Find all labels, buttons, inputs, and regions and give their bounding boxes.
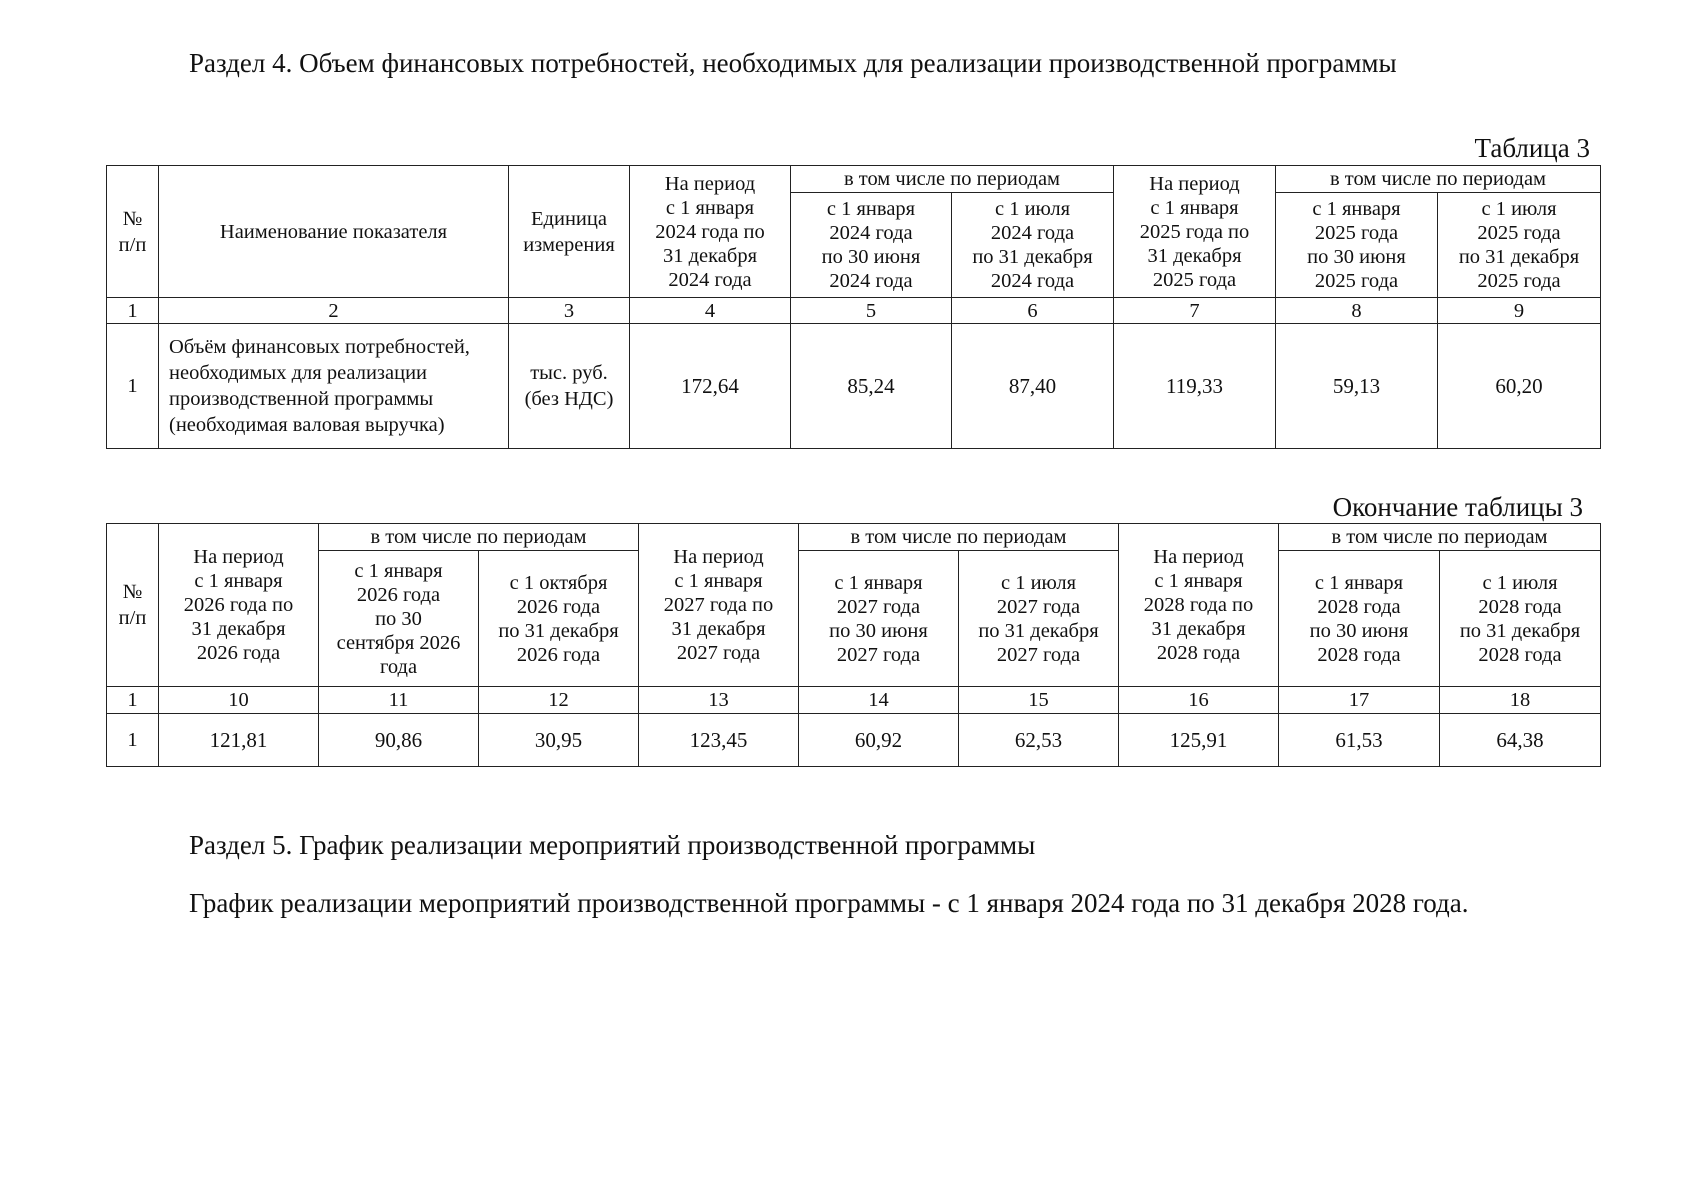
index-cell: 8 xyxy=(1276,298,1438,324)
index-row xyxy=(107,687,1601,714)
header-h2-2024: с 1 июля 2024 года по 31 декабря 2024 года xyxy=(952,193,1114,298)
index-cell: 6 xyxy=(952,298,1114,324)
index-cell: 17 xyxy=(1279,687,1440,714)
index-cell: 13 xyxy=(639,687,799,714)
header-period-2026: На период с 1 января 2026 года по 31 декабря 2026 года xyxy=(159,524,319,687)
value-a-2028: 61,53 xyxy=(1279,714,1440,767)
index-cell: 11 xyxy=(319,687,479,714)
value-period-2024: 172,64 xyxy=(630,324,791,449)
header-h2-2025: с 1 июля 2025 года по 31 декабря 2025 года xyxy=(1438,193,1601,298)
header-num: № п/п xyxy=(107,166,159,298)
header-a-2026: с 1 января 2026 года по 30 сентября 2026 года xyxy=(319,551,479,687)
header-group-2028: в том числе по периодам xyxy=(1279,524,1601,551)
table-3-caption: Таблица 3 xyxy=(1474,133,1590,163)
value-h1-2024: 85,24 xyxy=(791,324,952,449)
indicator-name: Объём финансовых потребностей, необходимых для реализации производственной программы (необходимая валовая выручка) xyxy=(159,324,509,449)
header-period-2024: На период с 1 января 2024 года по 31 декабря 2024 года xyxy=(630,166,791,298)
value-a-2027: 60,92 xyxy=(799,714,959,767)
value-period-2027: 123,45 xyxy=(639,714,799,767)
header-period-2028: На период с 1 января 2028 года по 31 декабря 2028 года xyxy=(1119,524,1279,687)
header-unit: Единица измерения xyxy=(509,166,630,298)
section-5-text: График реализации мероприятий производственной программы - с 1 января 2024 года по 31 декабря 2028 года. xyxy=(189,888,1469,918)
header-h1-2024: с 1 января 2024 года по 30 июня 2024 года xyxy=(791,193,952,298)
value-b-2028: 64,38 xyxy=(1440,714,1601,767)
index-row xyxy=(107,298,1601,324)
header-group-2024: в том числе по периодам xyxy=(791,166,1114,193)
header-b-2027: с 1 июля 2027 года по 31 декабря 2027 года xyxy=(959,551,1119,687)
value-b-2026: 30,95 xyxy=(479,714,639,767)
value-b-2027: 62,53 xyxy=(959,714,1119,767)
index-cell: 18 xyxy=(1440,687,1601,714)
value-period-2026: 121,81 xyxy=(159,714,319,767)
header-group-2025: в том числе по периодам xyxy=(1276,166,1601,193)
index-cell: 1 xyxy=(107,687,159,714)
header-b-2026: с 1 октября 2026 года по 31 декабря 2026 года xyxy=(479,551,639,687)
value-h2-2025: 60,20 xyxy=(1438,324,1601,449)
header-a-2027: с 1 января 2027 года по 30 июня 2027 года xyxy=(799,551,959,687)
index-cell: 4 xyxy=(630,298,791,324)
header-b-2028: с 1 июля 2028 года по 31 декабря 2028 года xyxy=(1440,551,1601,687)
section-5-heading: Раздел 5. График реализации мероприятий производственной программы xyxy=(189,830,1036,860)
header-a-2028: с 1 января 2028 года по 30 июня 2028 года xyxy=(1279,551,1440,687)
header-group-2026: в том числе по периодам xyxy=(319,524,639,551)
value-h1-2025: 59,13 xyxy=(1276,324,1438,449)
table-row xyxy=(107,714,1601,767)
header-period-2027: На период с 1 января 2027 года по 31 декабря 2027 года xyxy=(639,524,799,687)
index-cell: 7 xyxy=(1114,298,1276,324)
row-num: 1 xyxy=(107,324,159,449)
header-group-2027: в том числе по периодам xyxy=(799,524,1119,551)
unit-cell: тыс. руб. (без НДС) xyxy=(509,324,630,449)
index-cell: 5 xyxy=(791,298,952,324)
header-num: № п/п xyxy=(107,524,159,687)
index-cell: 14 xyxy=(799,687,959,714)
value-period-2028: 125,91 xyxy=(1119,714,1279,767)
header-period-2025: На период с 1 января 2025 года по 31 декабря 2025 года xyxy=(1114,166,1276,298)
index-cell: 15 xyxy=(959,687,1119,714)
index-cell: 10 xyxy=(159,687,319,714)
header-h1-2025: с 1 января 2025 года по 30 июня 2025 года xyxy=(1276,193,1438,298)
index-cell: 16 xyxy=(1119,687,1279,714)
value-period-2025: 119,33 xyxy=(1114,324,1276,449)
index-cell: 3 xyxy=(509,298,630,324)
index-cell: 2 xyxy=(159,298,509,324)
index-cell: 12 xyxy=(479,687,639,714)
row-num: 1 xyxy=(107,714,159,767)
table-3 xyxy=(106,165,1601,449)
index-cell: 1 xyxy=(107,298,159,324)
value-a-2026: 90,86 xyxy=(319,714,479,767)
section-4-heading: Раздел 4. Объем финансовых потребностей, необходимых для реализации производственной программы xyxy=(189,48,1397,78)
value-h2-2024: 87,40 xyxy=(952,324,1114,449)
index-cell: 9 xyxy=(1438,298,1601,324)
header-indicator-name: Наименование показателя xyxy=(159,166,509,298)
table-3-end xyxy=(106,523,1601,767)
table-3-end-caption: Окончание таблицы 3 xyxy=(1332,492,1583,522)
table-row xyxy=(107,324,1601,449)
